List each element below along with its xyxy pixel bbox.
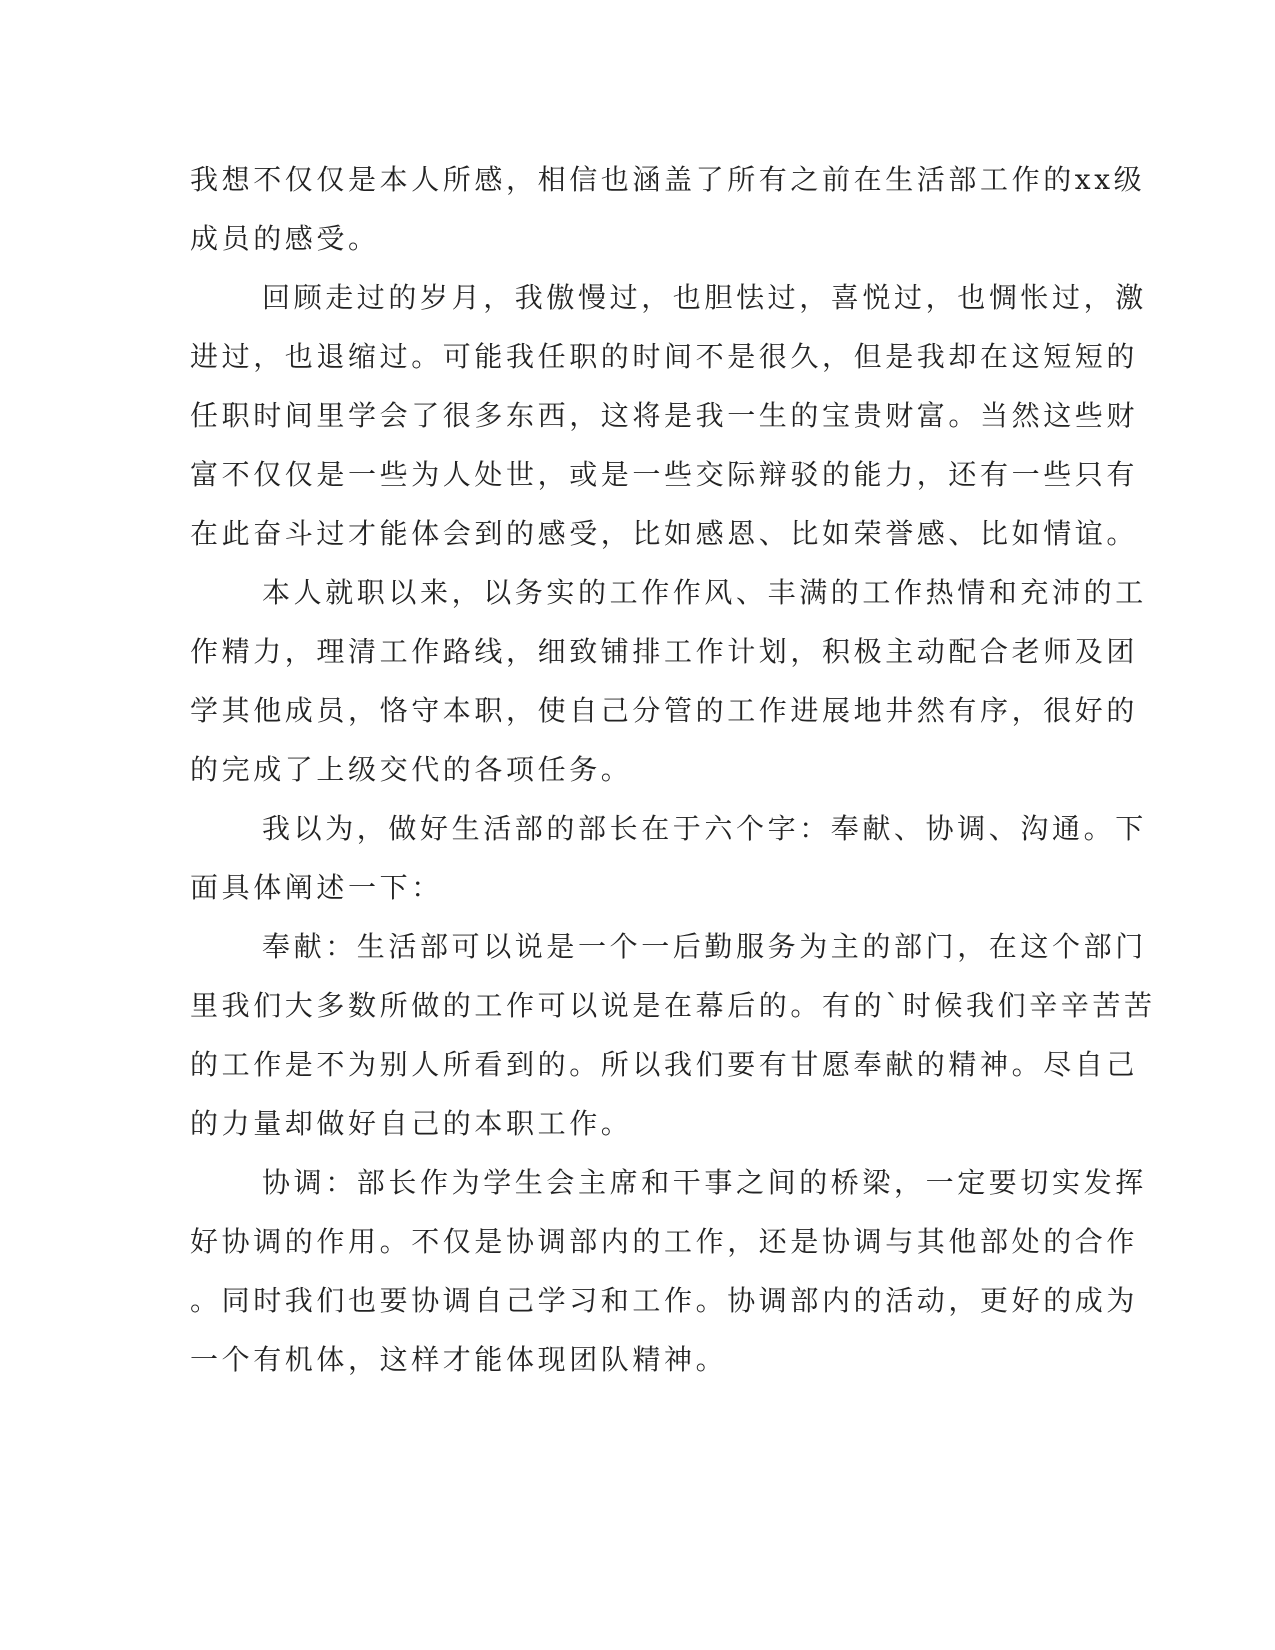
text-line: 。同时我们也要协调自己学习和工作。协调部内的活动，更好的成为 <box>190 1284 1139 1317</box>
text-line: 里我们大多数所做的工作可以说是在幕后的。有的`时候我们辛辛苦苦 <box>190 989 1156 1022</box>
text-line: 在此奋斗过才能体会到的感受，比如感恩、比如荣誉感、比如情谊。 <box>190 517 1139 550</box>
text-line: 学其他成员，恪守本职，使自己分管的工作进展地井然有序，很好的 <box>190 694 1139 727</box>
paragraph-first-line: 我以为，做好生活部的部长在于六个字：奉献、协调、沟通。下 <box>262 812 1147 845</box>
paragraph-first-line: 回顾走过的岁月，我傲慢过，也胆怯过，喜悦过，也惆怅过，激 <box>262 281 1147 314</box>
text-line: 进过，也退缩过。可能我任职的时间不是很久，但是我却在这短短的 <box>190 340 1139 373</box>
text-line: 一个有机体，这样才能体现团队精神。 <box>190 1343 728 1376</box>
paragraph-first-line: 协调：部长作为学生会主席和干事之间的桥梁，一定要切实发挥 <box>262 1166 1147 1199</box>
text-line: 富不仅仅是一些为人处世，或是一些交际辩驳的能力，还有一些只有 <box>190 458 1139 491</box>
text-line: 我想不仅仅是本人所感，相信也涵盖了所有之前在生活部工作的xx级 <box>190 163 1146 196</box>
paragraph-first-line: 奉献：生活部可以说是一个一后勤服务为主的部门，在这个部门 <box>262 930 1147 963</box>
text-line: 成员的感受。 <box>190 222 380 255</box>
text-line: 的力量却做好自己的本职工作。 <box>190 1107 633 1140</box>
paragraph-first-line: 本人就职以来，以务实的工作作风、丰满的工作热情和充沛的工 <box>262 576 1147 609</box>
text-line: 面具体阐述一下： <box>190 871 443 904</box>
text-line: 任职时间里学会了很多东西，这将是我一生的宝贵财富。当然这些财 <box>190 399 1139 432</box>
text-line: 作精力，理清工作路线，细致铺排工作计划，积极主动配合老师及团 <box>190 635 1139 668</box>
text-line: 的完成了上级交代的各项任务。 <box>190 753 633 786</box>
text-line: 的工作是不为别人所看到的。所以我们要有甘愿奉献的精神。尽自己 <box>190 1048 1139 1081</box>
text-line: 好协调的作用。不仅是协调部内的工作，还是协调与其他部处的合作 <box>190 1225 1139 1258</box>
